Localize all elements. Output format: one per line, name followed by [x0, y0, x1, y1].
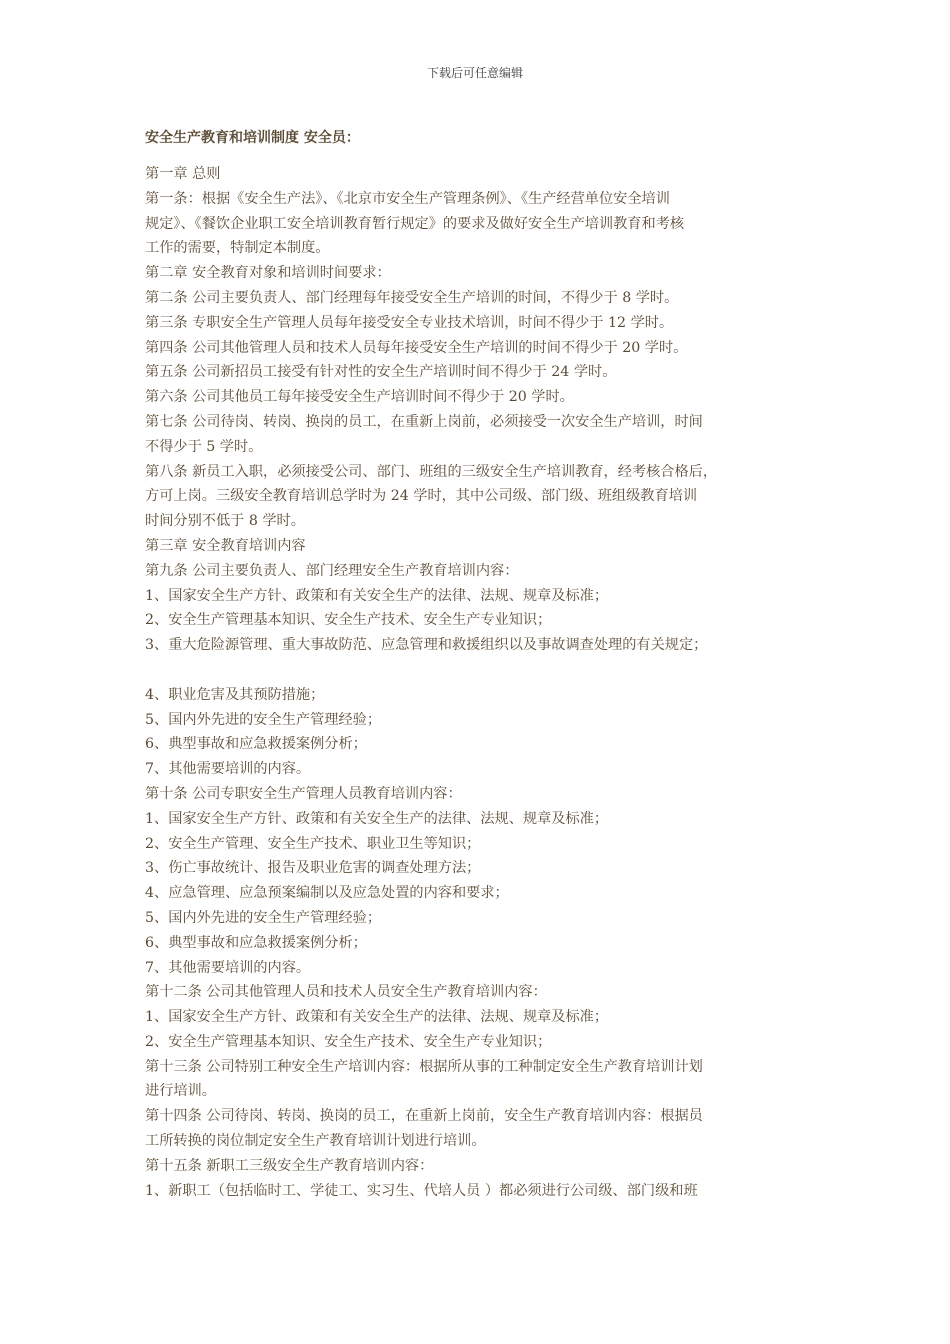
page-header: 下载后可任意编辑: [426, 66, 523, 80]
text-line: 第五条 公司新招员工接受有针对性的安全生产培训时间不得少于 24 学时。: [145, 364, 617, 381]
text-line: 工所转换的岗位制定安全生产教育培训计划进行培训。: [145, 1133, 486, 1150]
text-line: 第十五条 新职工三级安全生产教育培训内容：: [145, 1157, 434, 1174]
text-line: 第十条 公司专职安全生产管理人员教育培训内容：: [145, 785, 462, 802]
text-line: 6、典型事故和应急救援案例分析；: [145, 934, 367, 951]
text-line: 方可上岗。三级安全教育培训总学时为 24 学时，其中公司级、部门级、班组级教育培训: [145, 488, 698, 505]
document-section-1: [145, 162, 815, 658]
text-line: 3、重大危险源管理、重大事故防范、应急管理和救援组织以及事故调查处理的有关规定；: [145, 637, 708, 654]
text-line: 第三章 安全教育培训内容: [145, 537, 306, 554]
text-line: 1、国家安全生产方针、政策和有关安全生产的法律、法规、规章及标准；: [145, 587, 609, 604]
text-line: 工作的需要，特制定本制度。: [145, 240, 330, 257]
text-line: 第三条 专职安全生产管理人员每年接受安全专业技术培训，时间不得少于 12 学时。: [145, 314, 674, 331]
text-line: 2、安全生产管理、安全生产技术、职业卫生等知识；: [145, 835, 481, 852]
text-line: 第十四条 公司待岗、转岗、换岗的员工，在重新上岗前，安全生产教育培训内容：根据员: [145, 1108, 703, 1125]
text-line: 1、国家安全生产方针、政策和有关安全生产的法律、法规、规章及标准；: [145, 810, 609, 827]
text-line: 4、职业危害及其预防措施；: [145, 686, 325, 703]
text-line: 1、国家安全生产方针、政策和有关安全生产的法律、法规、规章及标准；: [145, 1009, 609, 1026]
document-title: 安全生产教育和培训制度 安全员：: [145, 130, 360, 146]
text-line: 第一条：根据《安全生产法》、《北京市安全生产管理条例》、《生产经营单位安全培训: [145, 190, 670, 207]
text-line: 第八条 新员工入职，必须接受公司、部门、班组的三级安全生产培训教育，经考核合格后，: [145, 463, 718, 480]
text-line: 第一章 总则: [145, 166, 221, 182]
text-line: 7、其他需要培训的内容。: [145, 761, 311, 778]
text-line: 3、伤亡事故统计、报告及职业危害的调查处理方法；: [145, 860, 481, 877]
text-line: 进行培训。: [145, 1083, 216, 1100]
text-line: 6、典型事故和应急救援案例分析；: [145, 736, 367, 753]
text-line: 第九条 公司主要负责人、部门经理安全生产教育培训内容：: [145, 562, 519, 579]
text-line: 第十二条 公司其他管理人员和技术人员安全生产教育培训内容：: [145, 984, 547, 1001]
text-line: 第四条 公司其他管理人员和技术人员每年接受安全生产培训的时间不得少于 20 学时。: [145, 339, 688, 356]
document-body: [145, 126, 815, 1203]
document-section-2: [145, 683, 815, 1204]
text-line: 第六条 公司其他员工每年接受安全生产培训时间不得少于 20 学时。: [145, 389, 574, 406]
text-line: 1、新职工（包括临时工、学徒工、实习生、代培人员 ）都必须进行公司级、部门级和班: [145, 1182, 698, 1199]
text-line: 第二条 公司主要负责人、部门经理每年接受安全生产培训的时间，不得少于 8 学时。: [145, 289, 679, 306]
text-line: 不得少于 5 学时。: [145, 438, 263, 455]
text-line: 4、应急管理、应急预案编制以及应急处置的内容和要求；: [145, 885, 509, 902]
text-line: 2、安全生产管理基本知识、安全生产技术、安全生产专业知识；: [145, 1033, 552, 1050]
text-line: 规定》、《餐饮企业职工安全培训教育暂行规定》的要求及做好安全生产培训教育和考核: [145, 215, 685, 232]
text-line: 2、安全生产管理基本知识、安全生产技术、安全生产专业知识；: [145, 612, 552, 629]
text-line: 5、国内外先进的安全生产管理经验；: [145, 711, 382, 728]
text-line: 7、其他需要培训的内容。: [145, 959, 311, 976]
text-line: 时间分别不低于 8 学时。: [145, 513, 305, 530]
text-line: 第七条 公司待岗、转岗、换岗的员工，在重新上岗前，必须接受一次安全生产培训，时间: [145, 413, 703, 430]
text-line: 5、国内外先进的安全生产管理经验；: [145, 909, 382, 926]
text-line: 第二章 安全教育对象和培训时间要求：: [145, 265, 391, 282]
paragraph-gap: [145, 658, 815, 683]
text-line: 第十三条 公司特别工种安全生产培训内容：根据所从事的工种制定安全生产教育培训计划: [145, 1058, 703, 1075]
